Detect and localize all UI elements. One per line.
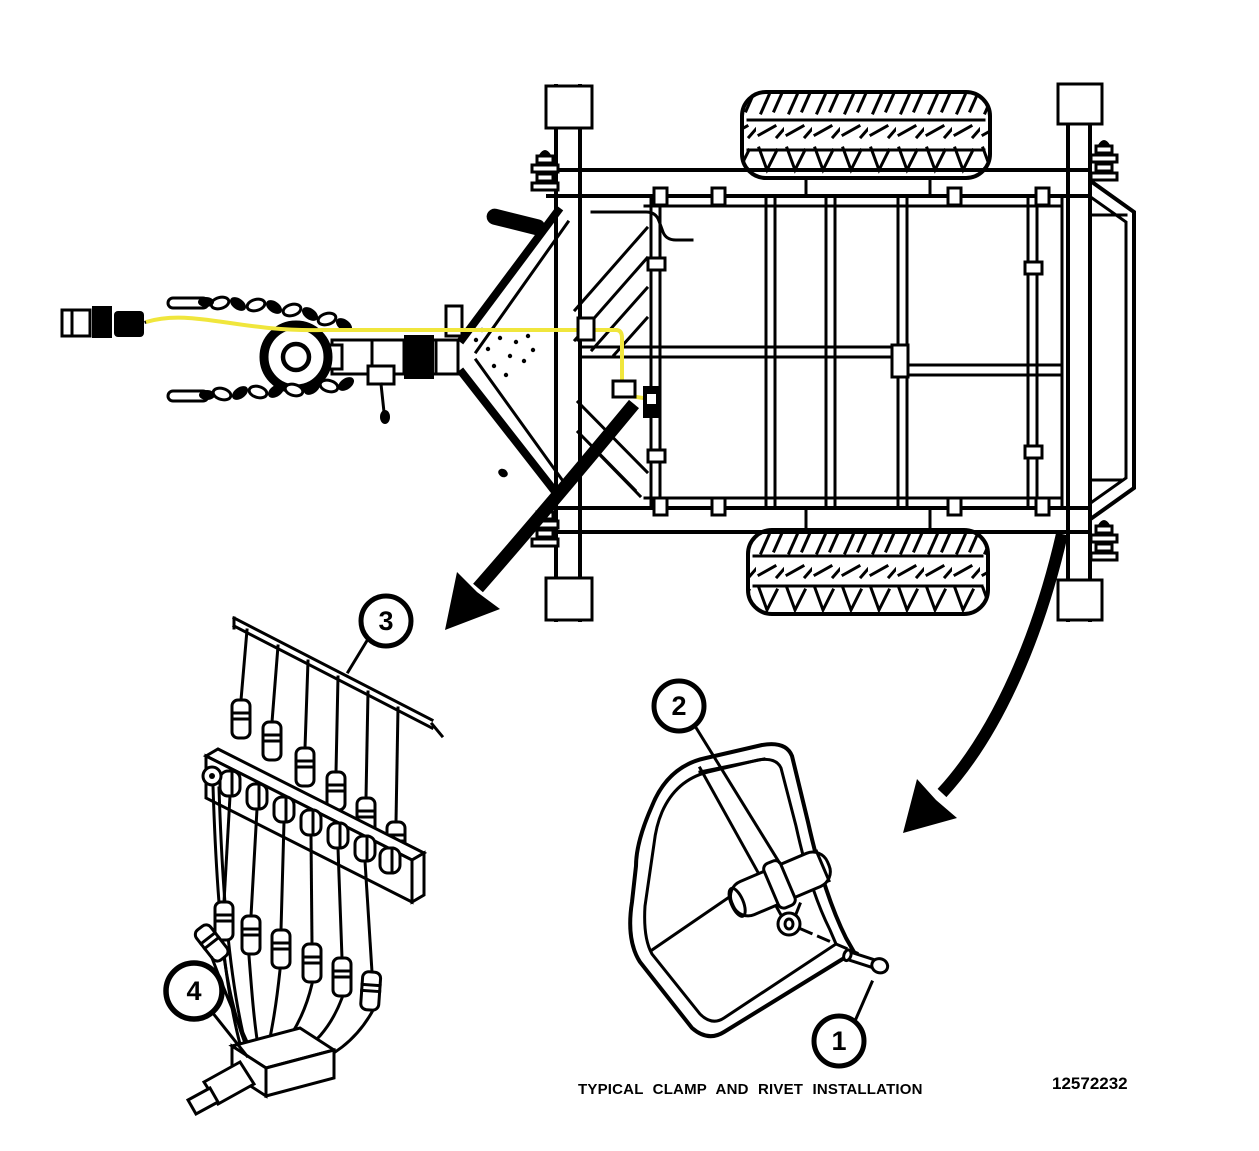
clamp-rivet-detail	[630, 744, 889, 1036]
harness-clamp	[613, 381, 635, 397]
junction-block-detail	[188, 618, 442, 1114]
corner-block-rear-left	[546, 578, 592, 620]
zoom-arrow-to-junction-detail	[445, 404, 634, 630]
corner-block-rear-right	[1058, 580, 1102, 620]
callout-4-number: 4	[186, 976, 202, 1006]
tire-top	[742, 92, 990, 196]
trailer-top-view	[62, 84, 1134, 620]
corner-block-front-right	[1058, 84, 1102, 124]
callout-1-number: 1	[831, 1026, 847, 1056]
callout-3	[348, 596, 411, 672]
harness-clamp	[578, 318, 594, 340]
harness-clamp-assembly	[722, 842, 837, 935]
rivet	[842, 948, 890, 975]
rear-panel	[1090, 182, 1134, 518]
figure-caption: TYPICAL CLAMP AND RIVET INSTALLATION	[578, 1081, 923, 1098]
corner-block-front-left	[546, 86, 592, 128]
spring-bolt	[532, 150, 558, 190]
spring-bolt	[1091, 520, 1117, 560]
main-connector-block	[188, 1028, 334, 1114]
callout-1	[814, 982, 872, 1066]
connector-plug	[232, 700, 250, 738]
connector-plug	[263, 722, 281, 760]
drawbar-assembly	[62, 207, 568, 498]
connector-plug	[272, 930, 290, 968]
connector-plug	[242, 916, 260, 954]
a-frame-tube-lower	[460, 370, 560, 498]
callout-2-number: 2	[671, 691, 687, 721]
safety-chain-lower	[168, 374, 357, 402]
connector-plug	[360, 971, 381, 1010]
tire-bottom	[748, 508, 988, 614]
brake-lever-handle	[485, 207, 547, 237]
electrical-connector	[62, 306, 144, 338]
spring-bolt	[1091, 140, 1117, 180]
callout-3-number: 3	[378, 606, 394, 636]
figure-number: 12572232	[1052, 1074, 1128, 1093]
connector-plug	[333, 958, 351, 996]
harness-highlight-main	[146, 318, 606, 331]
connector-plug	[303, 944, 321, 982]
cross-members	[575, 188, 1062, 515]
connector-plug	[296, 748, 314, 786]
jack-handle	[368, 366, 394, 424]
